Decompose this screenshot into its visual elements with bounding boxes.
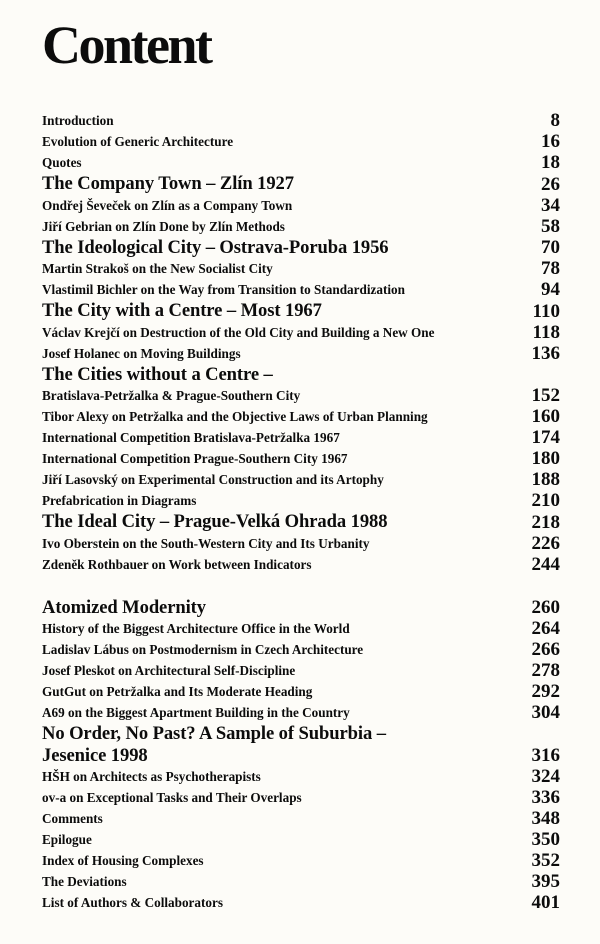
toc-entry [42, 258, 560, 279]
toc-entry-title: International Competition Prague-Southern City 1967 [42, 451, 348, 466]
toc-entry [42, 766, 560, 787]
toc-page-number: 152 [531, 385, 560, 406]
toc-page-number: 324 [531, 765, 560, 787]
toc-entry [42, 829, 560, 850]
toc-entry [42, 490, 560, 511]
toc-page-number: 316 [531, 744, 560, 766]
toc-entry-title: Ivo Oberstein on the South-Western City and Its Urbanity [42, 535, 370, 551]
toc-entry-title: HŠH on Architects as Psychotherapists [42, 768, 261, 784]
toc-section-heading [42, 723, 560, 745]
toc-section-heading [42, 597, 560, 619]
page-title: Content [42, 15, 211, 75]
toc-page-number: 70 [541, 237, 560, 258]
toc-section-heading [42, 173, 560, 195]
toc-page-number: 218 [531, 511, 560, 533]
toc-page-number: 8 [550, 110, 560, 131]
toc-entry [42, 343, 560, 364]
toc-entry [42, 322, 560, 343]
toc-entry-title: The Ideal City – Prague-Velká Ohrada 1988 [42, 511, 388, 532]
toc-page-number: 278 [531, 660, 560, 681]
toc-entry [42, 152, 560, 173]
toc-entry [42, 406, 560, 427]
toc-entry [42, 639, 560, 660]
toc-entry-title: Introduction [42, 113, 114, 128]
toc-page-number: 94 [541, 279, 560, 300]
toc-entry [42, 702, 560, 723]
toc-entry-title: Vlastimil Bichler on the Way from Transition to Standardization [42, 282, 405, 297]
toc-entry-title: International Competition Bratislava-Petržalka 1967 [42, 430, 340, 445]
toc-section-heading [42, 237, 560, 259]
toc-entry-title: Bratislava-Petržalka & Prague-Southern City [42, 388, 301, 403]
toc-page-number: 264 [531, 618, 560, 639]
toc-entry-title: Tibor Alexy on Petržalka and the Objective Laws of Urban Planning [42, 409, 428, 424]
toc-entry [42, 554, 560, 575]
toc-page-number: 58 [541, 215, 560, 237]
toc-entry-title: Josef Pleskot on Architectural Self-Discipline [42, 663, 296, 678]
toc-entry-title: History of the Biggest Architecture Office in the World [42, 621, 350, 636]
toc-entry [42, 131, 560, 152]
toc-entry-title: Jiří Gebrian on Zlín Done by Zlín Methods [42, 218, 285, 234]
toc-entry [42, 787, 560, 808]
toc-section-heading [42, 300, 560, 322]
toc-entry-title: Václav Krejčí on Destruction of the Old City and Building a New One [42, 324, 435, 340]
toc-entry-title: Josef Holanec on Moving Buildings [42, 345, 241, 361]
toc-page-number: 260 [531, 597, 560, 618]
toc-page-number: 16 [541, 131, 560, 152]
toc-page-number: 110 [532, 300, 560, 322]
toc-entry [42, 808, 560, 829]
toc-section-heading [42, 745, 560, 766]
toc-entry-title: No Order, No Past? A Sample of Suburbia – [42, 723, 386, 744]
toc-page-number: 304 [531, 702, 560, 723]
toc-entry-title: Evolution of Generic Architecture [42, 134, 234, 149]
toc-page-number: 348 [531, 807, 560, 829]
toc-entry-title: GutGut on Petržalka and Its Moderate Heading [42, 684, 313, 699]
toc-page-number: 352 [531, 849, 560, 871]
toc-entry-title: Jesenice 1998 [42, 744, 148, 766]
toc-entry-title: Epilogue [42, 831, 92, 847]
toc-section-heading [42, 511, 560, 533]
toc-page-number: 180 [531, 448, 560, 469]
toc-page-number: 18 [541, 152, 560, 173]
toc-page-number: 244 [531, 553, 560, 575]
section-spacer [42, 575, 560, 597]
toc-entry-title: The Deviations [42, 873, 127, 889]
toc-page-number: 34 [541, 194, 560, 216]
toc-page-number: 160 [531, 406, 560, 427]
toc-entry [42, 385, 560, 406]
toc-entry-title: List of Authors & Collaborators [42, 894, 223, 910]
toc-page-number: 226 [531, 532, 560, 554]
toc-page-number: 292 [531, 681, 560, 702]
toc-entry-title: Ondřej Ševeček on Zlín as a Company Town [42, 197, 293, 213]
toc-entry-title: Martin Strakoš on the New Socialist City [42, 261, 273, 276]
toc-entry [42, 850, 560, 871]
toc-entry [42, 279, 560, 300]
toc-entry [42, 216, 560, 237]
toc-entry-title: A69 on the Biggest Apartment Building in the Country [42, 705, 350, 720]
toc-page-number: 350 [531, 828, 560, 850]
toc-entry [42, 427, 560, 448]
toc-entry [42, 618, 560, 639]
toc-entry-title: Jiří Lasovský on Experimental Construction and its Artophy [42, 472, 384, 487]
toc-entry-title: Ladislav Lábus on Postmodernism in Czech Architecture [42, 642, 364, 657]
toc-entry [42, 871, 560, 892]
toc-entry [42, 110, 560, 131]
toc-section-heading [42, 364, 560, 386]
toc-entry-title: Comments [42, 810, 103, 826]
toc-entry-title: The Ideological City – Ostrava-Poruba 1956 [42, 236, 389, 258]
toc-entry [42, 469, 560, 490]
toc-page-number: 210 [531, 490, 560, 511]
toc-page-number: 118 [532, 321, 560, 343]
toc-entry [42, 681, 560, 702]
toc-page-number: 395 [531, 870, 560, 892]
toc-entry [42, 195, 560, 216]
toc-list [42, 110, 560, 913]
toc-entry [42, 533, 560, 554]
toc-entry-title: Atomized Modernity [42, 596, 206, 618]
toc-page-number: 174 [531, 427, 560, 448]
toc-page-number: 336 [531, 786, 560, 808]
toc-page-number: 78 [541, 258, 560, 279]
toc-entry [42, 660, 560, 681]
toc-entry-title: The Company Town – Zlín 1927 [42, 173, 294, 194]
toc-page-number: 401 [531, 891, 560, 913]
toc-entry-title: Zdeněk Rothbauer on Work between Indicators [42, 556, 312, 572]
toc-page-number: 26 [541, 173, 560, 195]
toc-entry-title: Prefabrication in Diagrams [42, 493, 197, 508]
toc-entry-title: The City with a Centre – Most 1967 [42, 300, 322, 321]
toc-entry-title: The Cities without a Centre – [42, 363, 273, 385]
toc-page-number: 266 [531, 639, 560, 660]
toc-page-number: 136 [531, 342, 560, 364]
toc-entry-title: ov-a on Exceptional Tasks and Their Overlaps [42, 789, 302, 805]
toc-page-number: 188 [531, 469, 560, 490]
toc-entry [42, 892, 560, 913]
toc-entry-title: Index of Housing Complexes [42, 852, 204, 868]
toc-entry-title: Quotes [42, 155, 82, 170]
toc-entry [42, 448, 560, 469]
